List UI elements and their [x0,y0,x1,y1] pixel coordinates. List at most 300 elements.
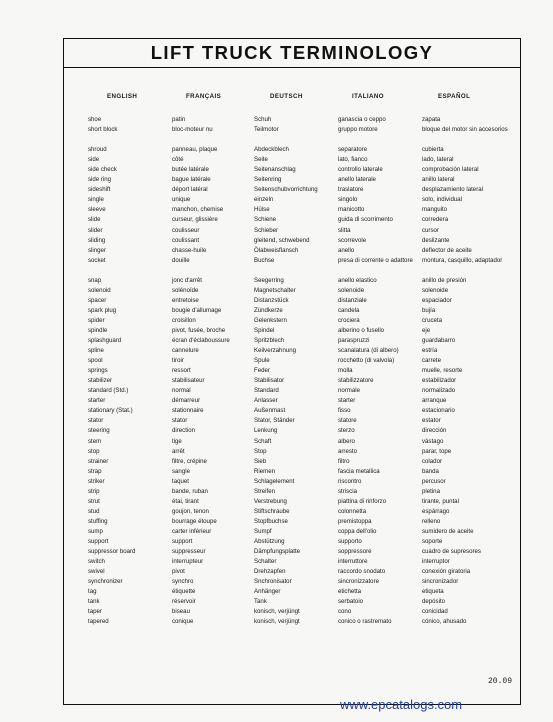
cell-english: striker [88,477,105,485]
cell-francais: interrupteur [172,558,204,566]
cell-francais: carter inférieur [172,527,212,535]
cell-italiano: etichetta [338,588,362,596]
cell-espanol: deflector de aceite [422,246,472,254]
cell-english: short block [88,126,118,134]
cell-italiano: scorrevole [338,236,367,244]
cell-italiano: fascia metallica [338,467,380,475]
cell-italiano: supporto [338,538,362,545]
table-row [0,518,553,528]
cell-deutsch: Seitenanschlag [254,166,296,174]
cell-italiano: controllo laterale [338,166,383,174]
cell-italiano: statore [338,417,357,425]
cell-italiano: singolo [338,196,358,204]
cell-espanol: lado, lateral [422,156,454,164]
table-row [0,498,553,508]
cell-italiano: candela [338,306,360,314]
cell-english: tapered [88,618,109,626]
cell-english: stator [88,417,104,425]
table-row [0,156,553,166]
cell-italiano: paraspruzzi [338,337,370,344]
cell-espanol: comprobación lateral [422,166,479,174]
cell-italiano: coppa dell'olio [338,527,377,535]
table-row [0,347,553,357]
cell-english: spline [88,347,104,355]
table-row [0,146,553,156]
table-row [0,598,553,608]
cell-english: stem [88,437,102,445]
cell-italiano: premistoppa [338,517,372,525]
cell-deutsch: Tank [254,598,267,606]
cell-espanol: interruptor [422,558,450,566]
cell-espanol: eje [422,326,431,334]
cell-deutsch: Hülse [254,206,270,214]
cell-deutsch: einzeln [254,196,274,204]
table-row [0,237,553,247]
cell-deutsch: Teilmotor [254,126,279,134]
cell-francais: jonc d'arrêt [172,276,202,284]
table-row [0,538,553,548]
cell-francais: cannelure [172,347,199,355]
cell-english: strip [88,487,100,495]
cell-francais: démarreur [172,397,201,405]
cell-francais: conique [172,618,194,626]
cell-deutsch: Dämpfungsplatte [254,548,301,556]
table-row [0,216,553,226]
cell-espanol: manguito [422,206,448,214]
table-row [0,568,553,578]
cell-deutsch: Riemen [254,467,275,475]
cell-deutsch: Anhänger [254,588,281,596]
cell-italiano: striscia [338,487,357,495]
cell-francais: bloc-moteur nu [172,126,213,134]
cell-espanol: muelle, resorte [422,367,463,375]
table-row [0,277,553,287]
cell-espanol: conicidad [422,608,448,616]
cell-francais: coulisseur [172,226,200,234]
cell-francais: étai, tirant [172,497,199,505]
cell-espanol: montura, casquillo, adaptador [422,256,503,264]
cell-english: side check [88,166,117,174]
cell-espanol: sumidero de aceite [422,527,474,535]
cell-espanol: estría [422,347,438,355]
cell-francais: côté [172,156,184,164]
cell-deutsch: Gelenkstern [254,316,287,324]
table-row [0,558,553,568]
cell-francais: ressort [172,367,191,375]
cell-francais: déport latéral [172,186,208,194]
table-row [0,317,553,327]
cell-francais: normal [172,387,191,395]
cell-italiano: filtro [338,457,350,465]
cell-francais: bougie d'allumage [172,306,222,314]
table-row [0,618,553,628]
cell-francais: filtre, crépine [172,457,207,465]
cell-deutsch: Keilverzahnung [254,347,297,355]
cell-espanol: anillo de presión [422,276,467,284]
cell-espanol: estator [422,417,441,425]
cell-espanol: solenoide [422,286,449,294]
cell-espanol: desplazamiento lateral [422,186,483,194]
header-english: ENGLISH [107,93,138,100]
cell-francais: douille [172,256,190,264]
cell-italiano: raccordo snodato [338,568,386,576]
cell-francais: stator [172,417,188,425]
cell-espanol: sincronizador [422,578,459,586]
cell-deutsch: Sieb [254,457,267,465]
table-row [0,247,553,257]
cell-italiano: normale [338,387,361,395]
cell-deutsch: Stiftschraube [254,507,290,515]
cell-english: swivel [88,568,105,576]
cell-english: shoe [88,116,102,123]
cell-english: sliding [88,236,106,244]
table-row [0,478,553,488]
cell-espanol: parar, tope [422,447,452,455]
cell-italiano: separatore [338,146,368,154]
cell-deutsch: Standard [254,387,279,395]
table-row [0,407,553,417]
table-row [0,206,553,216]
cell-english: strap [88,467,102,475]
cell-english: taper [88,608,102,616]
table-row [0,227,553,237]
cell-deutsch: Distanzstück [254,296,289,304]
cell-italiano: colonnetta [338,507,367,515]
cell-espanol: percusor [422,477,446,485]
cell-francais: sangle [172,467,190,475]
cell-espanol: guardabarro [422,337,456,344]
table-row [0,387,553,397]
cell-deutsch: Stop [254,447,267,455]
cell-english: stabilizer [88,377,113,385]
cell-italiano: traslatore [338,186,364,194]
cell-deutsch: konisch, verjüngt [254,608,300,616]
table-row [0,397,553,407]
cell-english: side [88,156,100,164]
cell-italiano: sterzo [338,427,355,435]
cell-italiano: manicotto [338,206,365,214]
cell-francais: croisillon [172,316,196,324]
cell-english: springs [88,367,108,375]
cell-espanol: cuadro de supresores [422,548,481,556]
cell-francais: butée latérale [172,166,209,174]
cell-deutsch: Lenkung [254,427,278,435]
cell-deutsch: Seite [254,156,268,164]
header-deutsch: DEUTSCH [270,93,303,100]
table-row [0,116,553,126]
cell-francais: étiquette [172,588,196,596]
cell-francais: bourrage étoupe [172,517,217,525]
cell-espanol: estabilizador [422,377,457,385]
cell-deutsch: Magnetschalter [254,286,296,294]
cell-deutsch: Schaft [254,437,272,445]
cell-italiano: sincronizzatore [338,578,379,586]
cell-italiano: ganascia o ceppo [338,116,386,123]
table-row [0,468,553,478]
cell-deutsch: Anlasser [254,397,278,405]
table-row [0,307,553,317]
cell-english: snap [88,276,102,284]
cell-deutsch: Seegerring [254,276,284,284]
cell-espanol: deslizante [422,236,450,244]
cell-francais: manchon, chemise [172,206,224,214]
cell-francais: patin [172,116,186,123]
cell-english: side ring [88,176,112,184]
cell-deutsch: Spindel [254,326,275,334]
cell-english: solenoid [88,286,111,294]
cell-english: single [88,196,104,204]
cell-deutsch: Schiene [254,216,277,224]
table-row [0,186,553,196]
cell-espanol: normalizado [422,387,456,395]
cell-english: stop [88,447,100,455]
cell-espanol: conexión giratoria [422,568,471,576]
cell-italiano: starter [338,397,356,405]
cell-deutsch: Drehzapfen [254,568,286,576]
cell-deutsch: konisch, verjüngt [254,618,300,626]
cell-espanol: bloque del motor sin accesorios [422,126,508,134]
cell-espanol: cruceta [422,316,442,324]
table-row [0,508,553,518]
cell-deutsch: Abstützung [254,538,285,545]
cell-italiano: guida di scorrimento [338,216,393,224]
cell-espanol: carrete [422,357,441,365]
cell-english: sideshift [88,186,111,194]
cell-francais: direction [172,427,196,435]
cell-italiano: arresto [338,447,357,455]
cell-francais: curseur, glissière [172,216,218,224]
cell-espanol: zapata [422,116,441,123]
cell-italiano: cono [338,608,352,616]
cell-francais: arrêt [172,447,185,455]
cell-espanol: estacionario [422,407,455,415]
cell-italiano: anello elastico [338,276,377,284]
cell-english: sleeve [88,206,106,214]
cell-espanol: depósito [422,598,446,606]
cell-deutsch: Zündkerze [254,306,283,314]
cell-italiano: solenoide [338,286,365,294]
cell-deutsch: Außenmast [254,407,286,415]
cell-deutsch: Verstrebung [254,497,287,505]
cell-deutsch: Seitenring [254,176,282,184]
cell-espanol: espárrago [422,507,450,515]
cell-francais: tige [172,437,182,445]
cell-francais: pivot, fusée, broche [172,326,226,334]
table-row [0,427,553,437]
cell-francais: goujon, tenon [172,507,209,515]
cell-deutsch: Stabilisator [254,377,285,385]
cell-italiano: stabilizzatore [338,377,374,385]
cell-deutsch: gleitend, schwebend [254,236,310,244]
cell-english: starter [88,397,106,405]
cell-italiano: presa di corrente o adattore [338,256,413,264]
cell-english: tag [88,588,97,596]
cell-english: strut [88,497,100,505]
cell-deutsch: Snchronisator [254,578,292,586]
cell-english: slide [88,216,101,224]
table-row [0,458,553,468]
cell-espanol: bujía [422,306,436,314]
cell-italiano: crociera [338,316,360,324]
cell-francais: écran d'éclaboussure [172,337,230,344]
cell-english: support [88,538,109,545]
cell-english: spider [88,316,105,324]
cell-espanol: colador [422,457,442,465]
table-row [0,417,553,427]
cell-english: synchronizer [88,578,123,586]
table-row [0,588,553,598]
table-row [0,126,553,136]
table-row [0,166,553,176]
cell-deutsch: Schieber [254,226,279,234]
cell-italiano: piattina di rinforzo [338,497,387,505]
cell-english: socket [88,256,106,264]
table-row [0,488,553,498]
cell-deutsch: Buchse [254,256,275,264]
cell-deutsch: Ölabweisflansch [254,246,299,254]
cell-francais: tiroir [172,357,184,365]
cell-italiano: riscontro [338,477,362,485]
cell-italiano: conico o rastremato [338,618,392,626]
cell-deutsch: Schalter [254,558,277,566]
table-row [0,357,553,367]
table-row [0,176,553,186]
page-title: LIFT TRUCK TERMINOLOGY [63,38,521,68]
cell-italiano: distanziale [338,296,367,304]
table-row [0,327,553,337]
cell-francais: suppresseur [172,548,206,556]
cell-espanol: espaciador [422,296,452,304]
cell-espanol: solo, individual [422,196,462,204]
cell-english: stationary (Stat.) [88,407,133,415]
table-row [0,196,553,206]
cell-english: spindle [88,326,108,334]
cell-italiano: lato, fianco [338,156,368,164]
cell-english: tank [88,598,100,606]
cell-francais: entretoise [172,296,199,304]
table-row [0,448,553,458]
cell-deutsch: Stator, Ständer [254,417,295,425]
table-row [0,257,553,267]
cell-francais: synchro [172,578,194,586]
cell-espanol: dirección [422,427,447,435]
table-row [0,367,553,377]
cell-francais: panneau, plaque [172,146,218,154]
header-espanol: ESPAÑOL [438,93,471,100]
cell-francais: bande, ruban [172,487,208,495]
table-row [0,377,553,387]
cell-espanol: tirante, puntal [422,497,459,505]
cell-english: shroud [88,146,107,154]
cell-english: slinger [88,246,106,254]
cell-espanol: pletina [422,487,440,495]
cell-english: suppressor board [88,548,136,556]
table-row [0,438,553,448]
cell-espanol: anillo lateral [422,176,455,184]
cell-italiano: scanalatura (di albero) [338,347,399,355]
cell-italiano: anello [338,246,355,254]
cell-francais: chasse-huile [172,246,207,254]
cell-english: spool [88,357,103,365]
table-row [0,608,553,618]
cell-deutsch: Spritzblech [254,337,285,344]
cell-english: stuffing [88,517,108,525]
cell-francais: solénoïde [172,286,199,294]
cell-italiano: albero [338,437,355,445]
page-number: 20.09 [488,677,513,686]
cell-italiano: slitta [338,226,351,234]
table-row [0,297,553,307]
cell-italiano: interruttore [338,558,368,566]
cell-english: steering [88,427,110,435]
cell-francais: unique [172,196,191,204]
cell-italiano: rocchetto (di valvola) [338,357,395,365]
cell-english: strainer [88,457,109,465]
cell-francais: réservoir [172,598,196,606]
table-row [0,337,553,347]
cell-francais: stabilisateur [172,377,205,385]
header-italiano: ITALIANO [352,93,384,100]
cell-francais: taquet [172,477,189,485]
cell-english: slider [88,226,103,234]
cell-francais: stationnaire [172,407,204,415]
cell-francais: support [172,538,193,545]
table-row [0,287,553,297]
cell-francais: coulissant [172,236,200,244]
cell-espanol: corredera [422,216,449,224]
cell-deutsch: Abdeckblech [254,146,289,154]
cell-english: switch [88,558,105,566]
watermark-link[interactable]: www.epcatalogs.com [340,697,463,712]
cell-italiano: anello laterale [338,176,376,184]
cell-espanol: soporte [422,538,443,545]
cell-english: splashguard [88,337,122,344]
cell-italiano: gruppo motore [338,126,378,134]
table-row [0,578,553,588]
cell-espanol: cónico, ahusado [422,618,467,626]
cell-english: standard (Std.) [88,387,129,395]
cell-deutsch: Seitenschubvorrichtung [254,186,318,194]
cell-deutsch: Spule [254,357,270,365]
cell-deutsch: Sumpf [254,527,272,535]
cell-francais: pivot [172,568,185,576]
cell-deutsch: Stopfbuchse [254,517,288,525]
cell-espanol: arranque [422,397,447,405]
cell-deutsch: Schlagelement [254,477,295,485]
header-francais: FRANÇAIS [186,93,222,100]
cell-italiano: serbatoio [338,598,364,606]
table-row [0,528,553,538]
cell-francais: biseau [172,608,190,616]
cell-espanol: relleno [422,517,441,525]
cell-francais: bague latérale [172,176,211,184]
cell-italiano: alberino o fusello [338,326,385,334]
cell-espanol: etiqueta [422,588,444,596]
cell-espanol: cursor [422,226,439,234]
cell-english: stud [88,507,100,515]
cell-italiano: fisso [338,407,351,415]
cell-deutsch: Feder [254,367,270,375]
cell-espanol: vástago [422,437,444,445]
cell-italiano: soppressore [338,548,372,556]
cell-english: spacer [88,296,107,304]
cell-english: sump [88,527,103,535]
cell-espanol: cubierta [422,146,444,154]
cell-deutsch: Schuh [254,116,272,123]
cell-espanol: banda [422,467,439,475]
table-row [0,548,553,558]
cell-deutsch: Streifen [254,487,276,495]
